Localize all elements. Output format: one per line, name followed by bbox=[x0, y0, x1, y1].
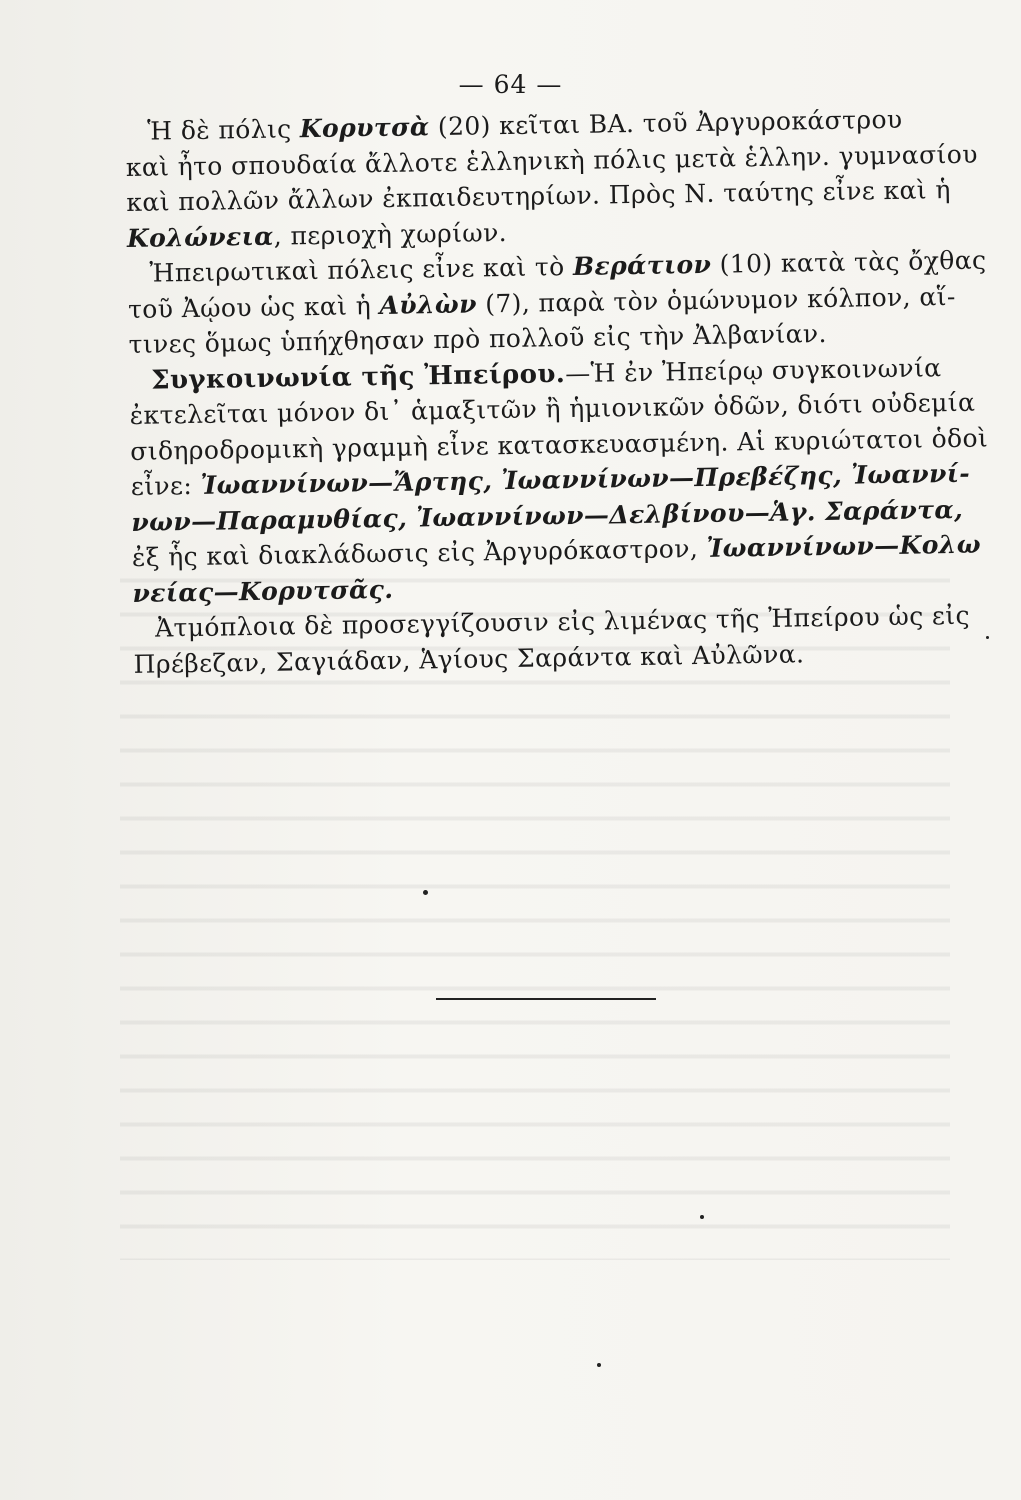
section-divider bbox=[436, 998, 656, 1000]
paragraph-4-line-1: Ἀτμόπλοια δὲ προσεγγίζουσιν εἰς λιμένας τῆς Ἠπείρου ὡς εἰς bbox=[154, 600, 971, 643]
section-heading: Συγκοινωνία τῆς Ἠπείρου. bbox=[150, 358, 566, 396]
ink-speck bbox=[597, 1363, 601, 1367]
text-span: Ἡ δὲ πόλις bbox=[147, 114, 301, 146]
route-list: Ἰωαννίνων—Ἄρτης, Ἰωαννίνων—Πρεβέζης, Ἰωαννί- bbox=[200, 458, 971, 500]
ink-speck bbox=[700, 1215, 704, 1219]
page-number: — 64 — bbox=[458, 70, 563, 99]
place-name: Βεράτιον bbox=[572, 249, 712, 281]
ink-speck bbox=[423, 890, 428, 895]
place-name: Κορυτσὰ bbox=[299, 112, 430, 144]
place-name: Αὐλὼν bbox=[379, 288, 478, 320]
text-span: , περιοχὴ χωρίων. bbox=[273, 217, 508, 251]
text-span: εἶνε: bbox=[130, 470, 201, 501]
text-span: (10) κατὰ τὰς ὄχθας bbox=[711, 245, 987, 279]
text-span: (20) κεῖται ΒΑ. τοῦ Ἀργυροκάστρου bbox=[429, 104, 903, 142]
paragraph-1-line-2: καὶ ἦτο σπουδαία ἄλλοτε ἑλληνικὴ πόλις μετὰ ἑλλην. γυμνασίου bbox=[125, 139, 979, 182]
body-text bbox=[125, 101, 989, 682]
place-name: Κολώνεια bbox=[126, 221, 274, 253]
text-span: τοῦ Ἀῴου ὡς καὶ ἡ bbox=[127, 290, 380, 324]
paragraph-4-line-2: Πρέβεζαν, Σαγιάδαν, Ἁγίους Σαράντα καὶ Αὐλῶνα. bbox=[133, 638, 805, 679]
ink-speck bbox=[986, 636, 989, 639]
paragraph-3-line-5: νων—Παραμυθίας, Ἰωαννίνων—Δελβίνου—Ἁγ. Σαράντα, bbox=[131, 494, 964, 537]
paragraph-1-line-3: καὶ πολλῶν ἄλλων ἐκπαιδευτηρίων. Πρὸς Ν. ταύτης εἶνε καὶ ἡ bbox=[126, 175, 951, 217]
route-list: Ἰωαννίνων—Κολω bbox=[706, 529, 982, 563]
paragraph-3-line-7: νείας—Κορυτσᾶς. bbox=[132, 574, 394, 608]
text-span: —Ἡ ἐν Ἠπείρῳ συγκοινωνία bbox=[565, 352, 942, 388]
text-span: Ἠπειρωτικαὶ πόλεις εἶνε καὶ τὸ bbox=[149, 251, 574, 288]
text-span: (7), παρὰ τὸν ὁμώνυμον κόλπον, αἵ- bbox=[476, 281, 956, 318]
text-span: ἐξ ἧς καὶ διακλάδωσις εἰς Ἀργυρόκαστρον, bbox=[131, 533, 707, 572]
paragraph-2-line-3: τινες ὅμως ὑπήχθησαν πρὸ πολλοῦ εἰς τὴν Ἀλβανίαν. bbox=[128, 319, 828, 359]
paragraph-3-line-3: σιδηροδρομικὴ γραμμὴ εἶνε κατασκευασμένη. Αἱ κυριώτατοι ὁδοὶ bbox=[130, 422, 989, 466]
paragraph-3-line-2: ἐκτελεῖται μόνον δι᾽ ἁμαξιτῶν ἢ ἡμιονικῶν ὁδῶν, διότι οὐδεμία bbox=[129, 387, 976, 430]
